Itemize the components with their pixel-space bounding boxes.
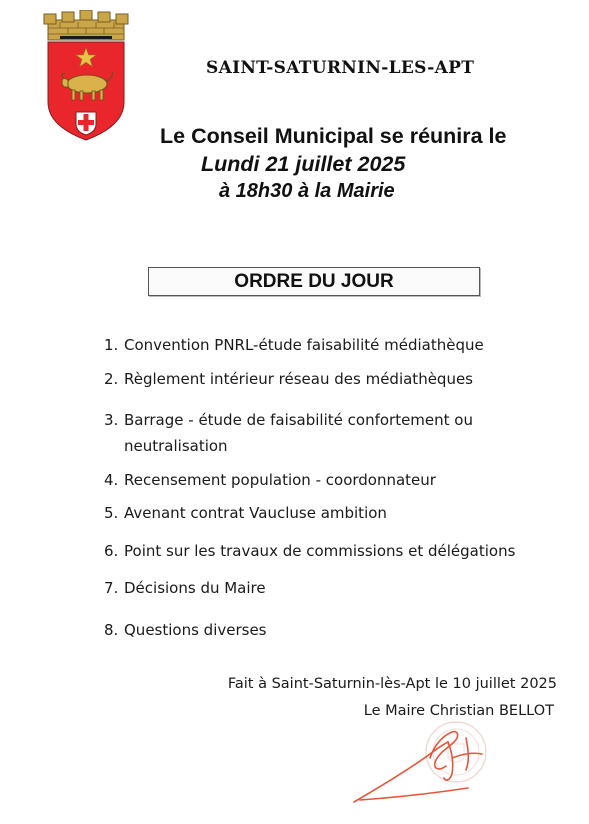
mural-crown <box>44 10 128 40</box>
agenda-item-text: Avenant contrat Vaucluse ambition <box>124 504 387 522</box>
agenda-item-number: 4. <box>104 471 119 489</box>
agenda-item <box>104 407 473 459</box>
official-stamp <box>426 722 486 782</box>
agenda-item-text: Convention PNRL-étude faisabilité médiathèque <box>124 336 484 354</box>
agenda-item-text: Règlement intérieur réseau des médiathèques <box>124 370 473 388</box>
agenda-item-number: 3. <box>104 411 119 429</box>
cross-shield-icon <box>76 112 96 135</box>
agenda-item-text: Décisions du Maire <box>124 579 266 597</box>
agenda-item-text-continued: neutralisation <box>124 437 228 455</box>
agenda-title-box <box>148 267 480 296</box>
meeting-announcement: Le Conseil Municipal se réunira le <box>160 124 507 148</box>
agenda-title: ORDRE DU JOUR <box>234 270 394 292</box>
agenda-item-number: 7. <box>104 579 119 597</box>
place-and-date: Fait à Saint-Saturnin-lès-Apt le 10 juillet 2025 <box>227 676 557 692</box>
agenda-item <box>104 500 387 526</box>
agenda-item-text-block <box>124 407 473 459</box>
agenda-item-number: 2. <box>104 370 119 388</box>
agenda-item <box>104 617 267 643</box>
agenda-item <box>104 538 515 564</box>
meeting-time-place: à 18h30 à la Mairie <box>219 180 395 202</box>
agenda-item-text: Point sur les travaux de commissions et délégations <box>124 542 516 560</box>
town-name: SAINT-SATURNIN-LES-APT <box>206 58 475 78</box>
agenda-item-number: 6. <box>104 542 119 560</box>
agenda-item <box>104 467 436 493</box>
agenda-item-number: 5. <box>104 504 119 522</box>
agenda-item <box>104 366 473 392</box>
signatory-name: Le Maire Christian BELLOT <box>363 703 554 719</box>
agenda-item-number: 8. <box>104 621 119 639</box>
meeting-date: Lundi 21 juillet 2025 <box>201 152 406 176</box>
agenda-item <box>104 332 484 358</box>
agenda-item-text: Barrage - étude de faisabilité confortement ou <box>124 411 473 429</box>
agenda-item-text: Recensement population - coordonnateur <box>124 471 436 489</box>
agenda-item-number: 1. <box>104 336 119 354</box>
agenda-item <box>104 575 266 601</box>
handwritten-signature-icon <box>348 718 508 808</box>
coat-of-arms-icon <box>40 10 132 142</box>
agenda-item-text: Questions diverses <box>124 621 267 639</box>
